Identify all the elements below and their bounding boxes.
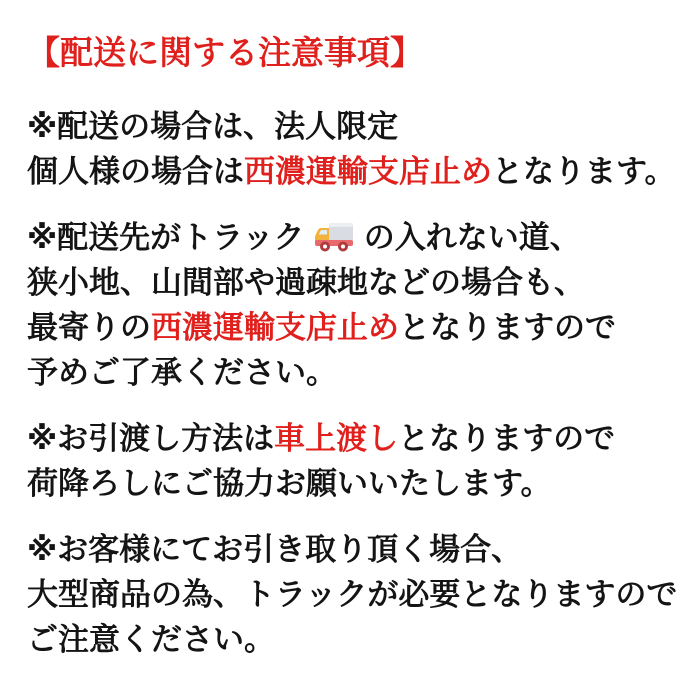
notice-line bbox=[27, 350, 690, 395]
body-text: 荷降ろしにご協力お願いいたします。 bbox=[27, 466, 552, 501]
notice-line bbox=[27, 572, 690, 617]
notice-line bbox=[27, 527, 690, 572]
body-text: 大型商品の為、トラックが必要となりますので bbox=[27, 577, 678, 612]
notice-line bbox=[27, 215, 690, 260]
body-text: ※配送の場合は、法人限定 bbox=[27, 109, 399, 144]
notice-paragraph bbox=[27, 416, 690, 506]
notice-line bbox=[27, 149, 690, 194]
notice-line bbox=[27, 617, 690, 662]
notice-title: 【配送に関する注意事項】 bbox=[27, 34, 423, 71]
body-text: ※配送先がトラック bbox=[27, 220, 305, 255]
notice-paragraph bbox=[27, 104, 690, 194]
notice-body bbox=[27, 104, 690, 662]
body-text: となります。 bbox=[492, 154, 676, 189]
notice-paragraph bbox=[27, 527, 690, 662]
body-text: ※お引渡し方法は bbox=[27, 421, 275, 456]
body-text: 狭小地、山間部や過疎地などの場合も、 bbox=[27, 265, 585, 300]
delivery-truck-icon bbox=[314, 221, 354, 252]
body-text: となりますので bbox=[399, 310, 616, 345]
notice-line bbox=[27, 305, 690, 350]
body-text: となりますので bbox=[398, 421, 616, 456]
highlight-red-text: 西濃運輸支店止め bbox=[244, 154, 492, 189]
body-text: 最寄りの bbox=[27, 310, 151, 345]
body-text: ご注意ください。 bbox=[27, 622, 275, 657]
highlight-red-text: 西濃運輸支店止め bbox=[151, 310, 399, 345]
notice-line bbox=[27, 416, 690, 461]
body-text: 個人様の場合は bbox=[27, 154, 244, 189]
notice-line bbox=[27, 260, 690, 305]
notice-paragraph bbox=[27, 215, 690, 395]
body-text: の入れない道、 bbox=[363, 220, 581, 255]
highlight-red-text: 車上渡し bbox=[274, 421, 399, 456]
notice-line bbox=[27, 461, 690, 506]
body-text: 予めご了承ください。 bbox=[27, 355, 337, 390]
body-text: ※お客様にてお引き取り頂く場合、 bbox=[27, 532, 523, 567]
notice-line bbox=[27, 104, 690, 149]
